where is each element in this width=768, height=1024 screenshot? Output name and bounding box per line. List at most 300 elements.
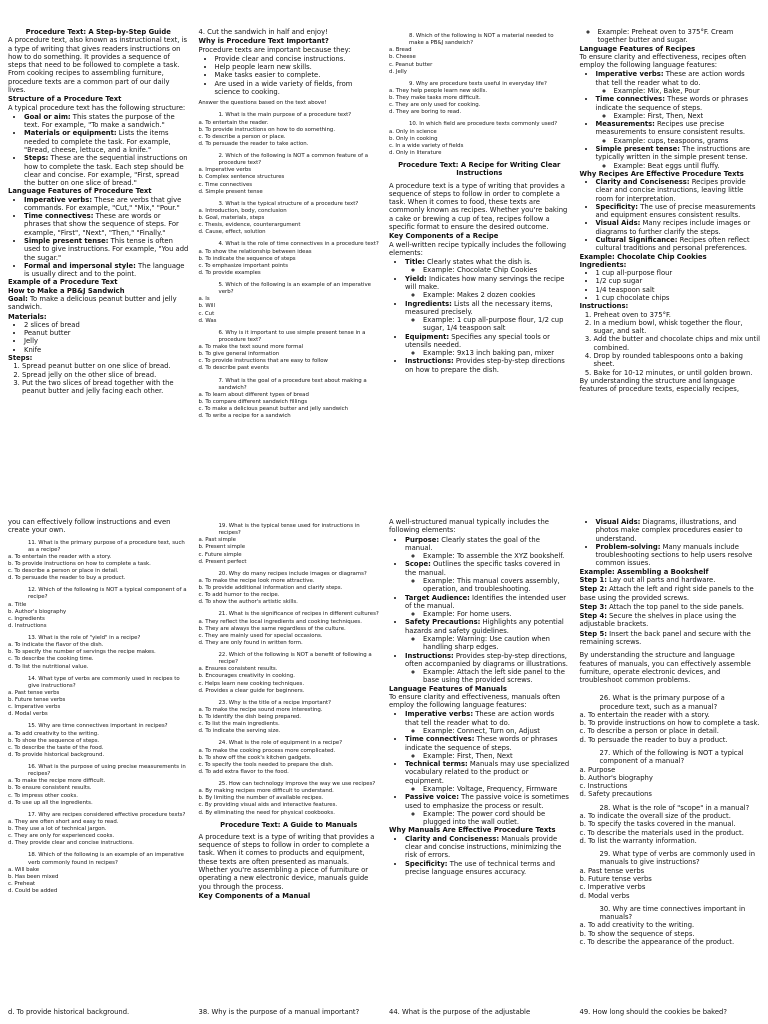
numbered-item: 1. Spread peanut butter on one slice of bread. [22,362,189,370]
paragraph: 4. Cut the sandwich in half and enjoy! [198,28,328,36]
answer-option: b. Encourages creativity in cooking. [198,673,295,680]
question-prompt: What is the typical tense used for instructions in recipes? [218,523,360,537]
answer-option: d. To list the warranty information. [579,836,697,845]
answer-option: d. They are only found in written form. [198,639,303,646]
question-text [580,804,761,812]
question-text [199,611,380,618]
question-number: 1. [218,112,224,119]
question-text [199,330,380,344]
question-text [580,749,761,766]
section-heading: Key Components of a Recipe [389,232,499,241]
paragraph: By understanding the structure and language features of procedure texts, especially recipes, [579,376,739,394]
bullet-label: Clarity and Conciseness: [595,178,690,187]
answer-option: b. To indicate the sequence of steps [198,255,296,262]
answer-option: b. To show the sequence of steps. [8,737,100,744]
bullet-item [24,329,189,337]
page3-column-3: 44. What is the purpose of the adjustable [389,1008,531,1016]
bullet-item [405,275,570,300]
answer-option: b. To provide instructions on how to complete a task. [8,560,151,567]
section-heading: Why Manuals Are Effective Procedure Texts [389,826,556,835]
bullet-label: Yield: [405,274,427,283]
question-number: 24. [218,740,228,747]
paragraph: you can effectively follow instructions and even create your own. [8,518,171,535]
bullet-text: 2 slices of bread [24,320,80,329]
answer-option: d. To persuade the reader to take action. [198,140,309,147]
answer-option: c. To describe a person or place in detail. [8,568,119,575]
section-heading: Language Features of Recipes [579,44,696,53]
bullet-item [596,70,761,95]
question-number: 27. [599,749,611,758]
question-number: 9. [409,80,415,87]
question-text [8,676,189,690]
bullet-list [580,269,761,302]
question-prompt: Why is it important to use simple present tense in a procedure text? [218,329,366,343]
answer-option: d. To persuade the reader to buy a product. [8,575,126,582]
answer-option: a. To make the recipe look more attractive. [198,577,315,584]
answer-option: c. Ingredients [8,615,45,622]
answer-option: c. Future simple [198,551,242,558]
bullet-text: Recipes use precise measurements to ensure consistent results. [595,120,746,137]
bullet-item [405,357,570,374]
question-prompt: What is the role of "scope" in a manual? [612,803,750,812]
question-text [199,201,380,208]
answer-option: b. They use a lot of technical jargon. [8,826,107,833]
bullet-text: Highlights any potential hazards and safety guidelines. [405,618,564,635]
question-text [199,740,380,747]
answer-option: d. To indicate the serving size. [198,728,281,735]
bullet-list [389,258,570,374]
bullet-item [24,113,189,130]
answer-option: a. To add creativity to the writing. [8,730,99,737]
bullet-text: Many manuals include troubleshooting sections to help users resolve common issues. [595,542,753,568]
bullet-item [596,286,761,294]
answer-option: c. They are mainly used for special occasions. [198,632,323,639]
answer-option: b. Future tense verbs [8,697,66,704]
example-item: ◦ Example: For home users. [423,610,570,618]
answer-option: d. Provides a clear guide for beginners. [198,687,305,694]
answer-option: a. Purpose [579,765,616,774]
example-item: ◦ Example: Warning: Use caution when handling sharp edges. [423,635,570,652]
answer-option: c. To specify the tools needed to prepare the dish. [198,761,334,768]
answer-option: b. To show the sequence of steps. [579,929,695,938]
question-text [8,540,189,554]
bullet-item [596,518,761,543]
question-block [199,652,380,695]
example-item: ◦ Example: cups, teaspoons, grams [614,137,761,145]
example-list [596,137,761,145]
labeled-paragraph [580,585,761,602]
paragraph-label: Goal: [8,295,28,303]
paragraph: A well-written recipe typically includes the following elements: [389,240,567,257]
bullet-label: Problem-solving: [595,542,661,551]
answer-option: b. To identify the dish being prepared. [198,714,302,720]
answer-option: c. Helps learn new cooking techniques. [198,680,305,687]
bullet-item [596,277,761,285]
question-block [8,852,189,895]
question-block [199,241,380,277]
question-text [199,571,380,578]
question-prompt: What is the main purpose of a procedure text? [225,112,352,119]
bullet-item [596,294,761,302]
bullet-text: Outlines the specific tasks covered in the manual. [405,560,561,577]
question-text [389,81,570,88]
answer-option: c. To emphasize important points [198,262,289,269]
bullet-item [405,333,570,358]
answer-option: c. They are only used for cooking. [389,102,481,109]
bullet-text: Provides step-by-step directions, often accompanied by diagrams or illustrations. [405,651,568,668]
paragraph: A procedure text is a type of writing that provides a sequence of steps to follow in order to complete a task. When it comes to products and equipment, these texts are often presented as manuals. Whether you're assembling a piece of furniture or operating a new electronic device, manuals guide you through the process. [198,832,375,891]
question-text [199,153,380,167]
question-text [8,635,189,642]
answer-option: a. To make the text sound more formal [198,344,304,350]
answer-option: b. Has been mixed [8,873,59,880]
section-heading: Instructions: [579,302,629,311]
bullet-list [389,710,570,826]
question-text [8,852,189,866]
bullet-label: Equipment: [405,332,450,341]
bullet-text: The use of technical terms and precise language ensures accuracy. [405,859,556,876]
bullet-text: Help people learn new skills. [214,63,312,72]
answer-option: a. Past tense verbs [579,866,645,875]
question-block [389,33,570,76]
question-block [199,201,380,237]
bullet-item [596,95,761,120]
answer-option: c. To describe a person or place. [198,133,286,140]
answer-option: a. By making recipes more difficult to understand. [198,788,334,795]
example-list [405,266,570,274]
answer-option: a. Will bake [8,866,40,873]
page2-column-2 [199,518,380,1002]
paragraph-label: Step 2: [579,585,607,594]
bullet-text: Specifies any special tools or utensils needed. [405,332,550,349]
answer-option: a. To learn about different types of bread [198,391,309,398]
question-text [199,523,380,537]
example-item: ◦ Example: To assemble the XYZ bookshelf. [423,552,570,560]
question-number: 20. [218,570,228,577]
bullet-label: Time connectives: [405,735,475,744]
paragraph-label: Step 3: [579,602,607,611]
bullet-text: 1/4 teaspoon salt [595,285,655,294]
answer-option: d. Was [198,317,217,324]
question-number: 13. [28,635,37,642]
question-prompt: Which of the following is NOT a benefit of following a recipe? [218,652,372,666]
bullet-list [8,321,189,354]
page3-column-4: 49. How long should the cookies be baked? [579,1008,727,1016]
question-text [389,33,570,47]
question-number: 16. [28,764,37,771]
bullet-item [405,860,570,877]
bullet-text: The passive voice is sometimes used to emphasize the process or result. [405,793,569,810]
bullet-label: Materials or equipment: [24,129,117,138]
question-prompt: Why are procedure texts useful in everyday life? [415,80,547,87]
answer-option: a. To make the cooking process more complicated. [198,747,336,754]
question-prompt: What is the typical structure of a procedure text? [225,200,359,207]
bullet-text: Manuals provide clear and concise instructions, minimizing the risk of errors. [405,834,562,860]
bullet-text: Diagrams, illustrations, and photos make complex procedures easier to understand. [595,518,743,543]
question-number: 26. [599,694,611,703]
bullet-label: Purpose: [405,535,440,544]
answer-option: a. To indicate the overall size of the product. [579,812,731,820]
example-list [596,112,761,120]
paragraph-label: Step 1: [579,575,607,584]
question-text [199,112,380,119]
answer-option: d. To show the author's artistic skills. [198,599,298,606]
question-prompt: Why is the title of a recipe important? [228,699,332,706]
bullet-text: Recipes provide clear and concise instructions, leaving little room for interpretation. [595,178,746,203]
example-list [405,668,570,685]
question-block [580,749,761,799]
question-prompt: What is the primary purpose of a procedure text, such as a manual? [599,694,725,711]
bullet-text: These are verbs that give commands. For example, "Cut," "Mix," "Pour." [24,195,182,212]
example-list [580,28,761,45]
example-item: ◦ Example: 1 cup all-purpose flour, 1/2 cup sugar, 1/4 teaspoon salt [423,316,570,333]
bullet-list [580,518,761,568]
example-list [405,552,570,560]
numbered-item: 3. Put the two slices of bread together with the peanut butter and jelly facing each other. [22,379,189,396]
question-prompt: What type of verbs are commonly used in manuals to give instructions? [599,850,756,867]
paragraph: A well-structured manual typically includes the following elements: [389,518,549,535]
answer-option: c. Preheat [8,880,36,887]
answer-option: b. Will [198,303,216,310]
example-list [405,635,570,652]
bullet-label: Formal and impersonal style: [24,261,136,270]
bullet-label: Imperative verbs: [405,710,474,719]
answer-option: a. Past simple [198,537,236,544]
bullet-text: These are words or phrases that show the sequence of steps. For example, "First", "Next", "Then," "Finally." [24,212,179,237]
answer-option: a. Imperative verbs [198,167,252,174]
bullet-text: This states the purpose of the text. For example, "To make a sandwich." [24,112,175,130]
question-number: 21. [218,611,228,618]
bullet-item [405,760,570,793]
answer-option: a. Past tense verbs [8,689,60,696]
bullet-list [389,835,570,876]
question-block [8,723,189,759]
bullet-item [24,337,189,345]
paragraph: By understanding the structure and language features of manuals, you can effectively assemble furniture, operate electronic devices, and troubleshoot common problems. [579,651,751,685]
section-heading: Why is Procedure Text Important? [198,37,329,46]
question-prompt: What type of verbs are commonly used in recipes to give instructions? [28,675,180,689]
answer-option: d. Only in literature [389,149,442,156]
question-prompt: What is the role of time connectives in a procedure text? [225,241,379,248]
question-block [8,764,189,807]
bullet-text: Identifies the intended user of the manual. [405,593,567,610]
answer-option: a. To entertain the reader with a story. [8,553,112,560]
answer-option: b. Complex sentence structures [198,174,285,181]
question-number: 14. [28,675,37,682]
question-prompt: What is the purpose of using precise measurements in recipes? [28,764,186,778]
answer-option: d. By eliminating the need for physical cookbooks. [198,809,335,816]
question-text [199,282,380,296]
answer-option: c. To describe the cooking time. [8,656,94,663]
section-title: Procedure Text: A Guide to Manuals [220,820,358,829]
example-item: ◦ Example: The power cord should be plugged into the wall outlet. [423,810,570,827]
question-number: 8. [409,33,415,39]
question-number: 2. [218,153,224,159]
question-number: 15. [28,723,37,730]
bullet-text: The instructions are typically written in the simple present tense. [595,144,750,162]
bullet-text: Knife [24,345,42,354]
answer-option: a. They reflect the local ingredients and cooking techniques. [198,618,362,625]
example-list [405,349,570,357]
bullet-item [596,178,761,203]
question-block [389,121,570,157]
question-prompt: Why do many recipes include images or diagrams? [228,570,367,577]
example-item: ◦ Example: Voltage, Frequency, Firmware [423,785,570,793]
answer-option: b. To compare different sandwich fillings [198,398,308,405]
answer-option: b. To provide additional information and clarify steps. [198,585,343,591]
question-block [8,812,189,848]
bullet-text: Indicates how many servings the recipe will make. [405,274,565,291]
answer-option: d. Could be added [8,888,58,895]
answer-option: a. To show the relationship between ideas [198,248,312,255]
answer-option: b. Future tense verbs [579,874,652,883]
bullet-item [596,120,761,145]
question-block [389,81,570,117]
answer-option: a. To make the recipe sound more interesting. [198,706,323,713]
answer-option: b. They make tasks more difficult. [389,95,481,101]
example-list [405,810,570,827]
question-block [580,804,761,845]
section-heading: Example: Chocolate Chip Cookies [579,252,707,261]
answer-option: b. To ensure consistent results. [8,785,92,792]
bullet-item [405,594,570,619]
question-block [199,611,380,647]
answer-option: b. Present simple [198,544,246,551]
bullet-label: Measurements: [595,120,655,129]
example-list [405,577,570,594]
answer-option: c. To describe the taste of the food. [8,744,104,751]
answer-option: a. They are often short and easy to read. [8,818,119,825]
question-text [8,764,189,778]
bullet-item [405,710,570,735]
bullet-label: Technical terms: [405,760,468,769]
answer-option: b. Only in cooking [389,135,438,142]
question-text [580,694,761,711]
answer-option: c. To provide instructions that are easy to follow [198,358,328,365]
question-block [199,523,380,566]
numbered-list [8,362,189,395]
answer-option: b. To specify the tasks covered in the manual. [579,820,736,829]
answer-option: c. Peanut butter [389,61,433,68]
example-item: ◦ Example: Beat eggs until fluffy. [614,162,761,170]
bullet-item [405,560,570,593]
answer-option: a. To make the recipe more difficult. [8,778,106,785]
paragraph: Procedure texts are important because they: [198,45,351,54]
bullet-item [215,55,380,63]
bullet-label: Visual Aids: [595,518,641,526]
answer-option: c. To list the main ingredients. [198,721,280,728]
bullet-text: Peanut butter [24,329,71,338]
bullet-text: 1 cup chocolate chips [595,294,670,302]
example-item: ◦ Example: This manual covers assembly, operation, and troubleshooting. [423,577,570,594]
answer-option: d. Jelly [389,68,407,75]
question-block [8,540,189,583]
bullet-item [24,321,189,329]
bullet-label: Ingredients: [405,299,452,308]
question-text [389,121,570,128]
answer-option: d. To provide examples [198,269,261,276]
question-number: 6. [218,329,224,336]
question-text [8,812,189,819]
bullet-item [215,80,380,97]
bullet-text: Lists the items needed to complete the task. For example, "Bread, cheese, lettuce, and a knife." [24,129,171,154]
bullet-list [389,536,570,685]
answer-option: b. Goal, materials, steps [198,215,265,221]
bullet-text: Recipes often reflect cultural traditions and personal preferences. [595,236,750,253]
document-page-2 [0,512,768,1002]
answer-option: c. Instructions [579,782,628,791]
labeled-paragraph [580,612,761,629]
answer-option: b. They are always the same regardless of the culture. [198,625,346,632]
question-prompt: What is the primary purpose of a procedure text, such as a recipe? [28,539,185,553]
bullet-item [405,652,570,685]
example-list [405,316,570,333]
bullet-list [8,113,189,188]
bullet-item [596,543,761,568]
example-list [405,752,570,760]
question-text [199,241,380,248]
paragraph-text: Lay out all parts and hardware. [606,575,716,584]
answer-option: d. To list the nutritional value. [8,663,89,670]
question-text [199,781,380,788]
bullet-label: Steps: [24,154,49,163]
answer-option: c. They are only for experienced cooks. [8,833,115,840]
page3-column-2: 38. Why is the purpose of a manual important? [198,1008,360,1016]
question-number: 30. [599,904,611,913]
answer-option: a. They help people learn new skills. [389,87,488,94]
question-text [580,905,761,922]
answer-option: c. Cut [198,310,215,317]
question-prompt: Which of the following is NOT a typical component of a manual? [599,749,744,766]
answer-option: d. They are boring to read. [389,109,462,116]
answer-option: c. To describe a person or place in detail. [579,727,719,736]
numbered-item: 4. Drop by rounded tablespoons onto a baking sheet. [594,352,761,369]
bullet-label: Instructions: [405,357,454,366]
answer-option: d. Safety precautions [579,790,652,799]
example-item: ◦ Example: Preheat oven to 375°F. Cream together butter and sugar. [598,28,761,45]
question-prompt: What is the goal of a procedure text about making a sandwich? [218,377,367,391]
question-number: 28. [599,803,611,812]
document-page-3 [0,1002,768,1024]
paragraph-text: Attach the top panel to the side panels. [606,602,744,611]
bullet-list [199,55,380,96]
example-item: ◦ Example: Chocolate Chip Cookies [423,266,570,274]
answer-option: a. Only in science [389,128,437,135]
bullet-text: Clearly states the goal of the manual. [405,535,540,552]
example-list [405,727,570,735]
page2-column-3 [389,518,570,1002]
example-item: ◦ Example: First, Then, Next [423,752,570,760]
question-block [580,905,761,946]
numbered-item: 1. Preheat oven to 375°F. [594,311,761,319]
bullet-label: Time connectives: [24,212,94,221]
paragraph-label: Step 4: [579,612,607,621]
labeled-paragraph [580,603,761,611]
answer-option: a. To entertain the reader. [198,119,269,126]
bullet-text: Make tasks easier to complete. [214,71,321,80]
answer-option: b. To show off the cook's kitchen gadgets. [198,754,312,761]
bullet-label: Imperative verbs: [24,195,93,204]
question-number: 25. [218,781,228,787]
bullet-label: Visual Aids: [595,219,641,228]
bullet-text: These are the sequential instructions on how to complete the task. Each step should be clear and concise. For example, "First, spread the butter on one slice of bread." [24,154,188,188]
bullet-list [580,178,761,253]
bullet-label: Specificity: [595,202,639,211]
bullet-label: Time connectives: [595,95,665,104]
answer-option: b. To give general information [198,351,280,358]
example-list [596,87,761,95]
bullet-label: Scope: [405,560,431,569]
